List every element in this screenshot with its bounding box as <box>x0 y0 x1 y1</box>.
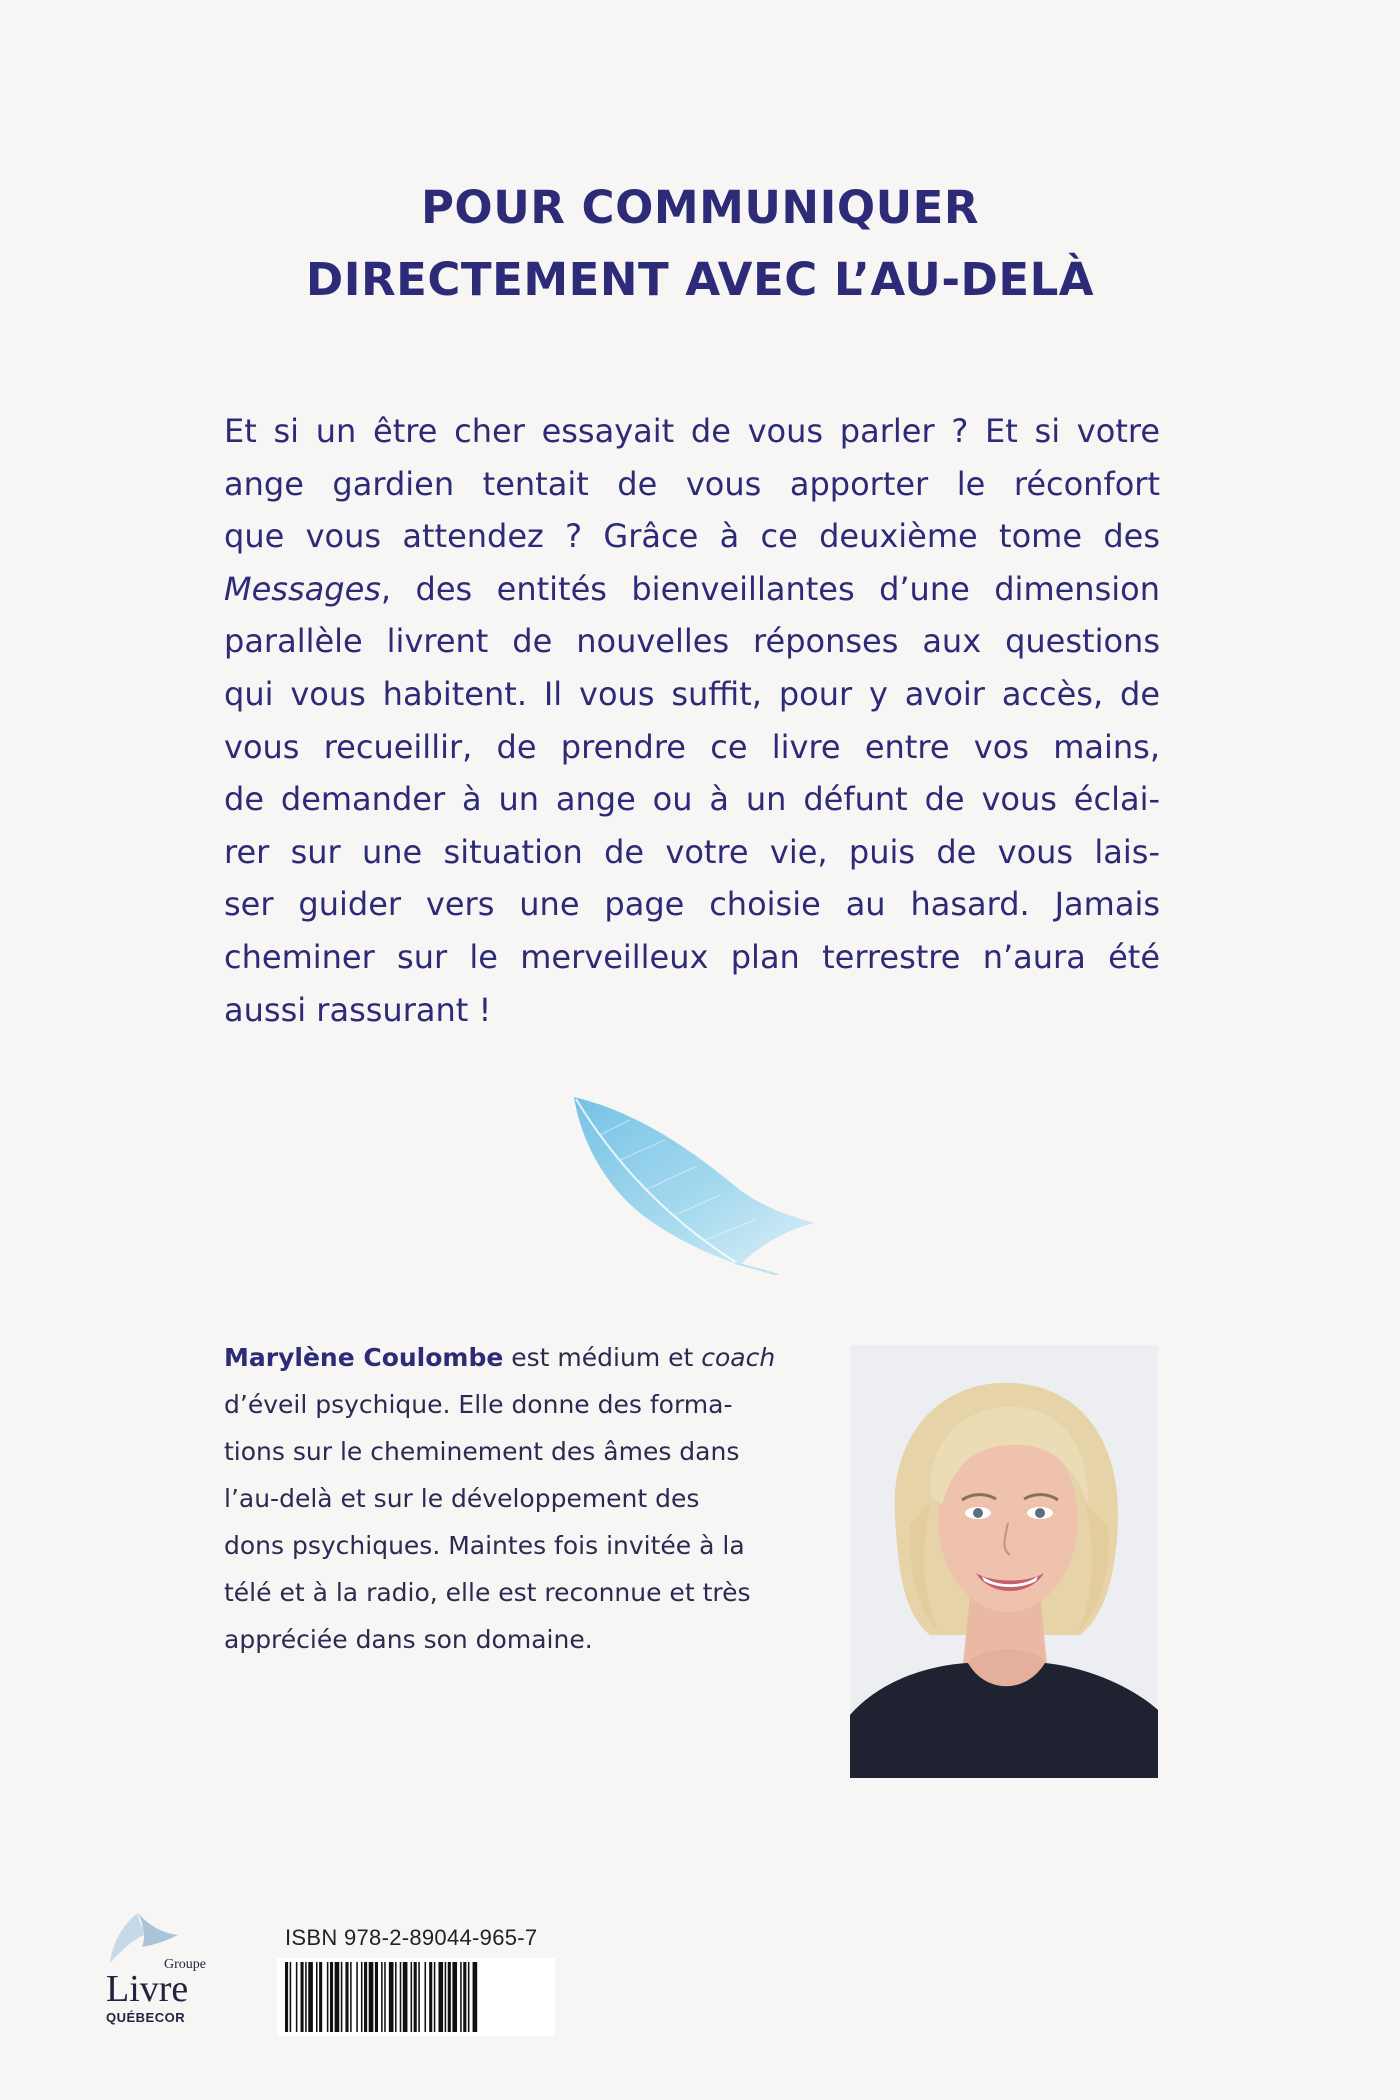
author-portrait-image <box>850 1345 1158 1778</box>
barcode-bar <box>375 1962 378 2032</box>
barcode-bar <box>327 1962 329 2032</box>
barcode-bar <box>345 1962 348 2032</box>
logo-groupe-text: Groupe <box>164 1957 206 1972</box>
barcode-bar <box>335 1962 340 2032</box>
author-photo <box>850 1345 1158 1778</box>
barcode-bar <box>305 1962 307 2032</box>
blurb-line: cheminer sur le merveilleux plan terrestre n’aura été <box>224 937 1160 976</box>
logo-quebecor-text: QUÉBECOR <box>106 2010 186 2025</box>
barcode-bar <box>448 1962 451 2032</box>
barcode-bar <box>301 1962 304 2032</box>
blurb-line: qui vous habitent. Il vous suffit, pour y avoir accès, de <box>224 674 1160 713</box>
barcode-bar <box>350 1962 352 2032</box>
isbn-text: ISBN 978-2-89044-965-7 <box>285 1925 538 1950</box>
blurb-line: que vous attendez ? Grâce à ce deuxième tome des <box>224 517 1160 556</box>
barcode-bar <box>285 1962 288 2032</box>
barcode-bar <box>434 1962 436 2032</box>
author-bio <box>224 1334 816 1663</box>
title-line-1: POUR COMMUNIQUER <box>420 181 980 234</box>
title-line-2: DIRECTEMENT AVEC L’AU-DELÀ <box>305 253 1095 306</box>
barcode-bar <box>356 1962 358 2032</box>
barcode-bar <box>369 1962 374 2032</box>
barcode-bar <box>425 1962 427 2032</box>
barcode-bar <box>438 1962 443 2032</box>
barcode-bar <box>316 1962 318 2032</box>
blurb-line: de demander à un ange ou à un défunt de vous éclai- <box>224 780 1160 819</box>
logo-livre-text: Livre <box>106 1968 189 2010</box>
barcode-bar <box>290 1962 292 2032</box>
bio-text: est médium et <box>503 1343 702 1372</box>
bio-line: dons psychiques. Maintes fois invitée à la <box>224 1531 745 1560</box>
barcode-bar <box>381 1962 383 2032</box>
bio-line: d’éveil psychique. Elle donne des forma- <box>224 1390 733 1419</box>
barcode-bar <box>411 1962 413 2032</box>
blurb-line: aussi rassurant ! <box>224 990 492 1029</box>
barcode-bar <box>403 1962 408 2032</box>
barcode-bar <box>395 1962 397 2032</box>
barcode-bar <box>452 1962 457 2032</box>
blurb-line: parallèle livrent de nouvelles réponses aux questions <box>224 622 1160 661</box>
feather-icon <box>570 1095 820 1275</box>
barcode-bar <box>389 1962 394 2032</box>
bio-line: l’au-delà et sur le développement des <box>224 1484 700 1513</box>
book-blurb <box>224 405 1160 1036</box>
blurb-line: Et si un être cher essayait de vous parler ? Et si votre <box>224 412 1160 450</box>
blurb-line-rest: , des entités bienveillantes d’une dimension <box>380 569 1160 608</box>
barcode-bar <box>473 1962 478 2032</box>
series-title-italic: Messages <box>224 569 381 608</box>
barcode-bar <box>319 1962 322 2032</box>
back-cover-title <box>0 172 1400 316</box>
barcode-bar <box>330 1962 333 2032</box>
barcode-bar <box>361 1962 363 2032</box>
barcode-bar <box>384 1962 386 2032</box>
barcode-bar <box>418 1962 420 2032</box>
bio-line: appréciée dans son domaine. <box>224 1625 593 1654</box>
barcode-graphic <box>277 1958 555 2036</box>
barcode-bar <box>414 1962 417 2032</box>
blurb-line: vous recueillir, de prendre ce livre entre vos mains, <box>224 727 1160 766</box>
blurb-line: rer sur une situation de votre vie, puis de vous lais- <box>224 832 1160 871</box>
barcode-bar <box>463 1962 466 2032</box>
barcode-bar <box>468 1962 470 2032</box>
isbn-barcode <box>277 1958 555 2036</box>
barcode-bar <box>429 1962 432 2032</box>
blurb-line: ser guider vers une page choisie au hasard. Jamais <box>224 885 1160 924</box>
barcode-bar <box>308 1962 313 2032</box>
bio-italic: coach <box>701 1343 776 1372</box>
author-name: Marylène Coulombe <box>224 1343 504 1372</box>
barcode-bar <box>445 1962 447 2032</box>
bio-line: tions sur le cheminement des âmes dans <box>224 1437 740 1466</box>
bio-line <box>224 1334 816 1381</box>
barcode-bar <box>341 1962 343 2032</box>
barcode-bar <box>364 1962 367 2032</box>
publisher-logo <box>76 1905 236 2035</box>
blurb-line: ange gardien tentait de vous apporter le réconfort <box>224 464 1160 503</box>
barcode-bar <box>460 1962 462 2032</box>
barcode-bar <box>296 1962 298 2032</box>
barcode-bar <box>400 1962 402 2032</box>
bio-line: télé et à la radio, elle est reconnue et très <box>224 1578 751 1607</box>
blurb-line <box>224 563 1160 616</box>
